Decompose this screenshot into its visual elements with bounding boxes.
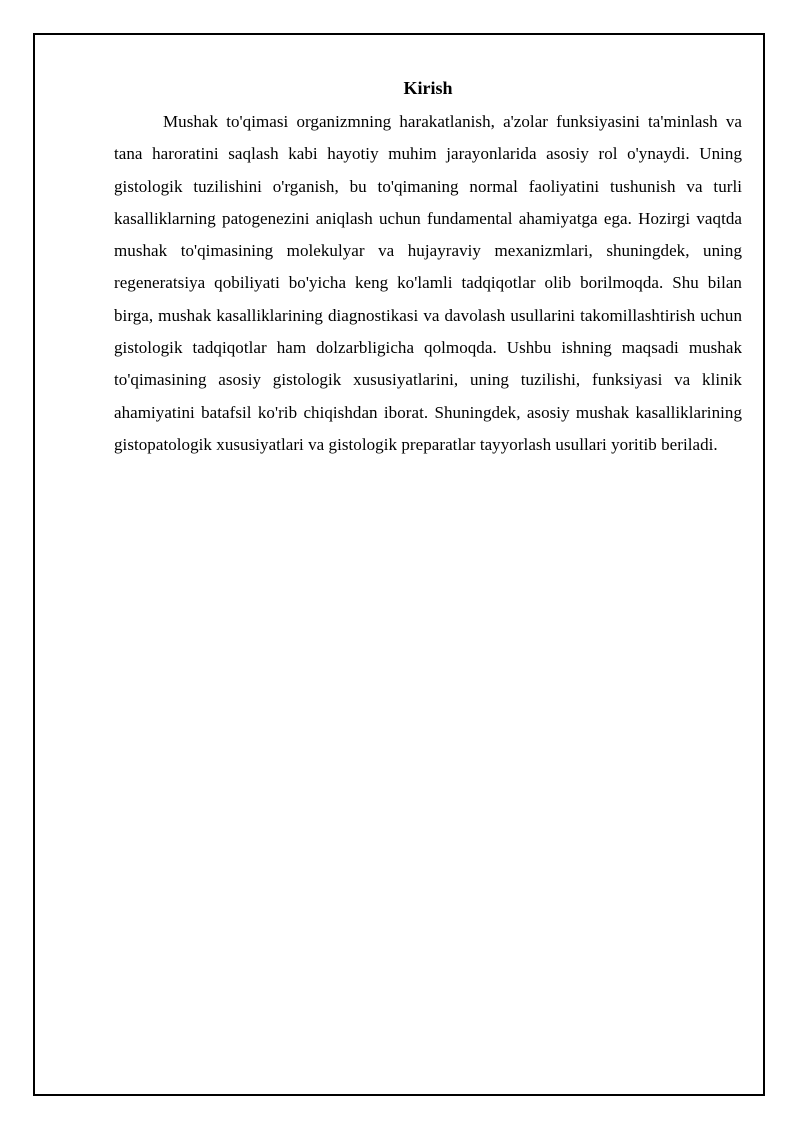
intro-paragraph: Mushak to'qimasi organizmning harakatlanish, a'zolar funksiyasini ta'minlash va tana haroratini saqlash kabi hayotiy muhim jarayonlarida asosiy rol o'ynaydi. Uning gistologik tuzilishini o'rganish, bu to'qimaning normal faoliyatini tushunish va turli kasalliklarning patogenezini aniqlash uchun fundamental ahamiyatga ega. Hozirgi vaqtda mushak to'qimasining molekulyar va hujayraviy mexanizmlari, shuningdek, uning regeneratsiya qobiliyati bo'yicha keng ko'lamli tadqiqotlar olib borilmoqda. Shu bilan birga, mushak kasalliklarining diagnostikasi va davolash usullarini takomillashtirish uchun gistologik tadqiqotlar ham dolzarbligicha qolmoqda. Ushbu ishning maqsadi mushak to'qimasining asosiy gistologik xususiyatlarini, uning tuzilishi, funksiyasi va klinik ahamiyatini batafsil ko'rib chiqishdan iborat. Shuningdek, asosiy mushak kasalliklarining gistopatologik xususiyatlari va gistologik preparatlar tayyorlash usullari yoritib beriladi. bbox=[114, 112, 742, 454]
document-body bbox=[114, 76, 742, 461]
section-heading: Kirish bbox=[403, 78, 453, 98]
